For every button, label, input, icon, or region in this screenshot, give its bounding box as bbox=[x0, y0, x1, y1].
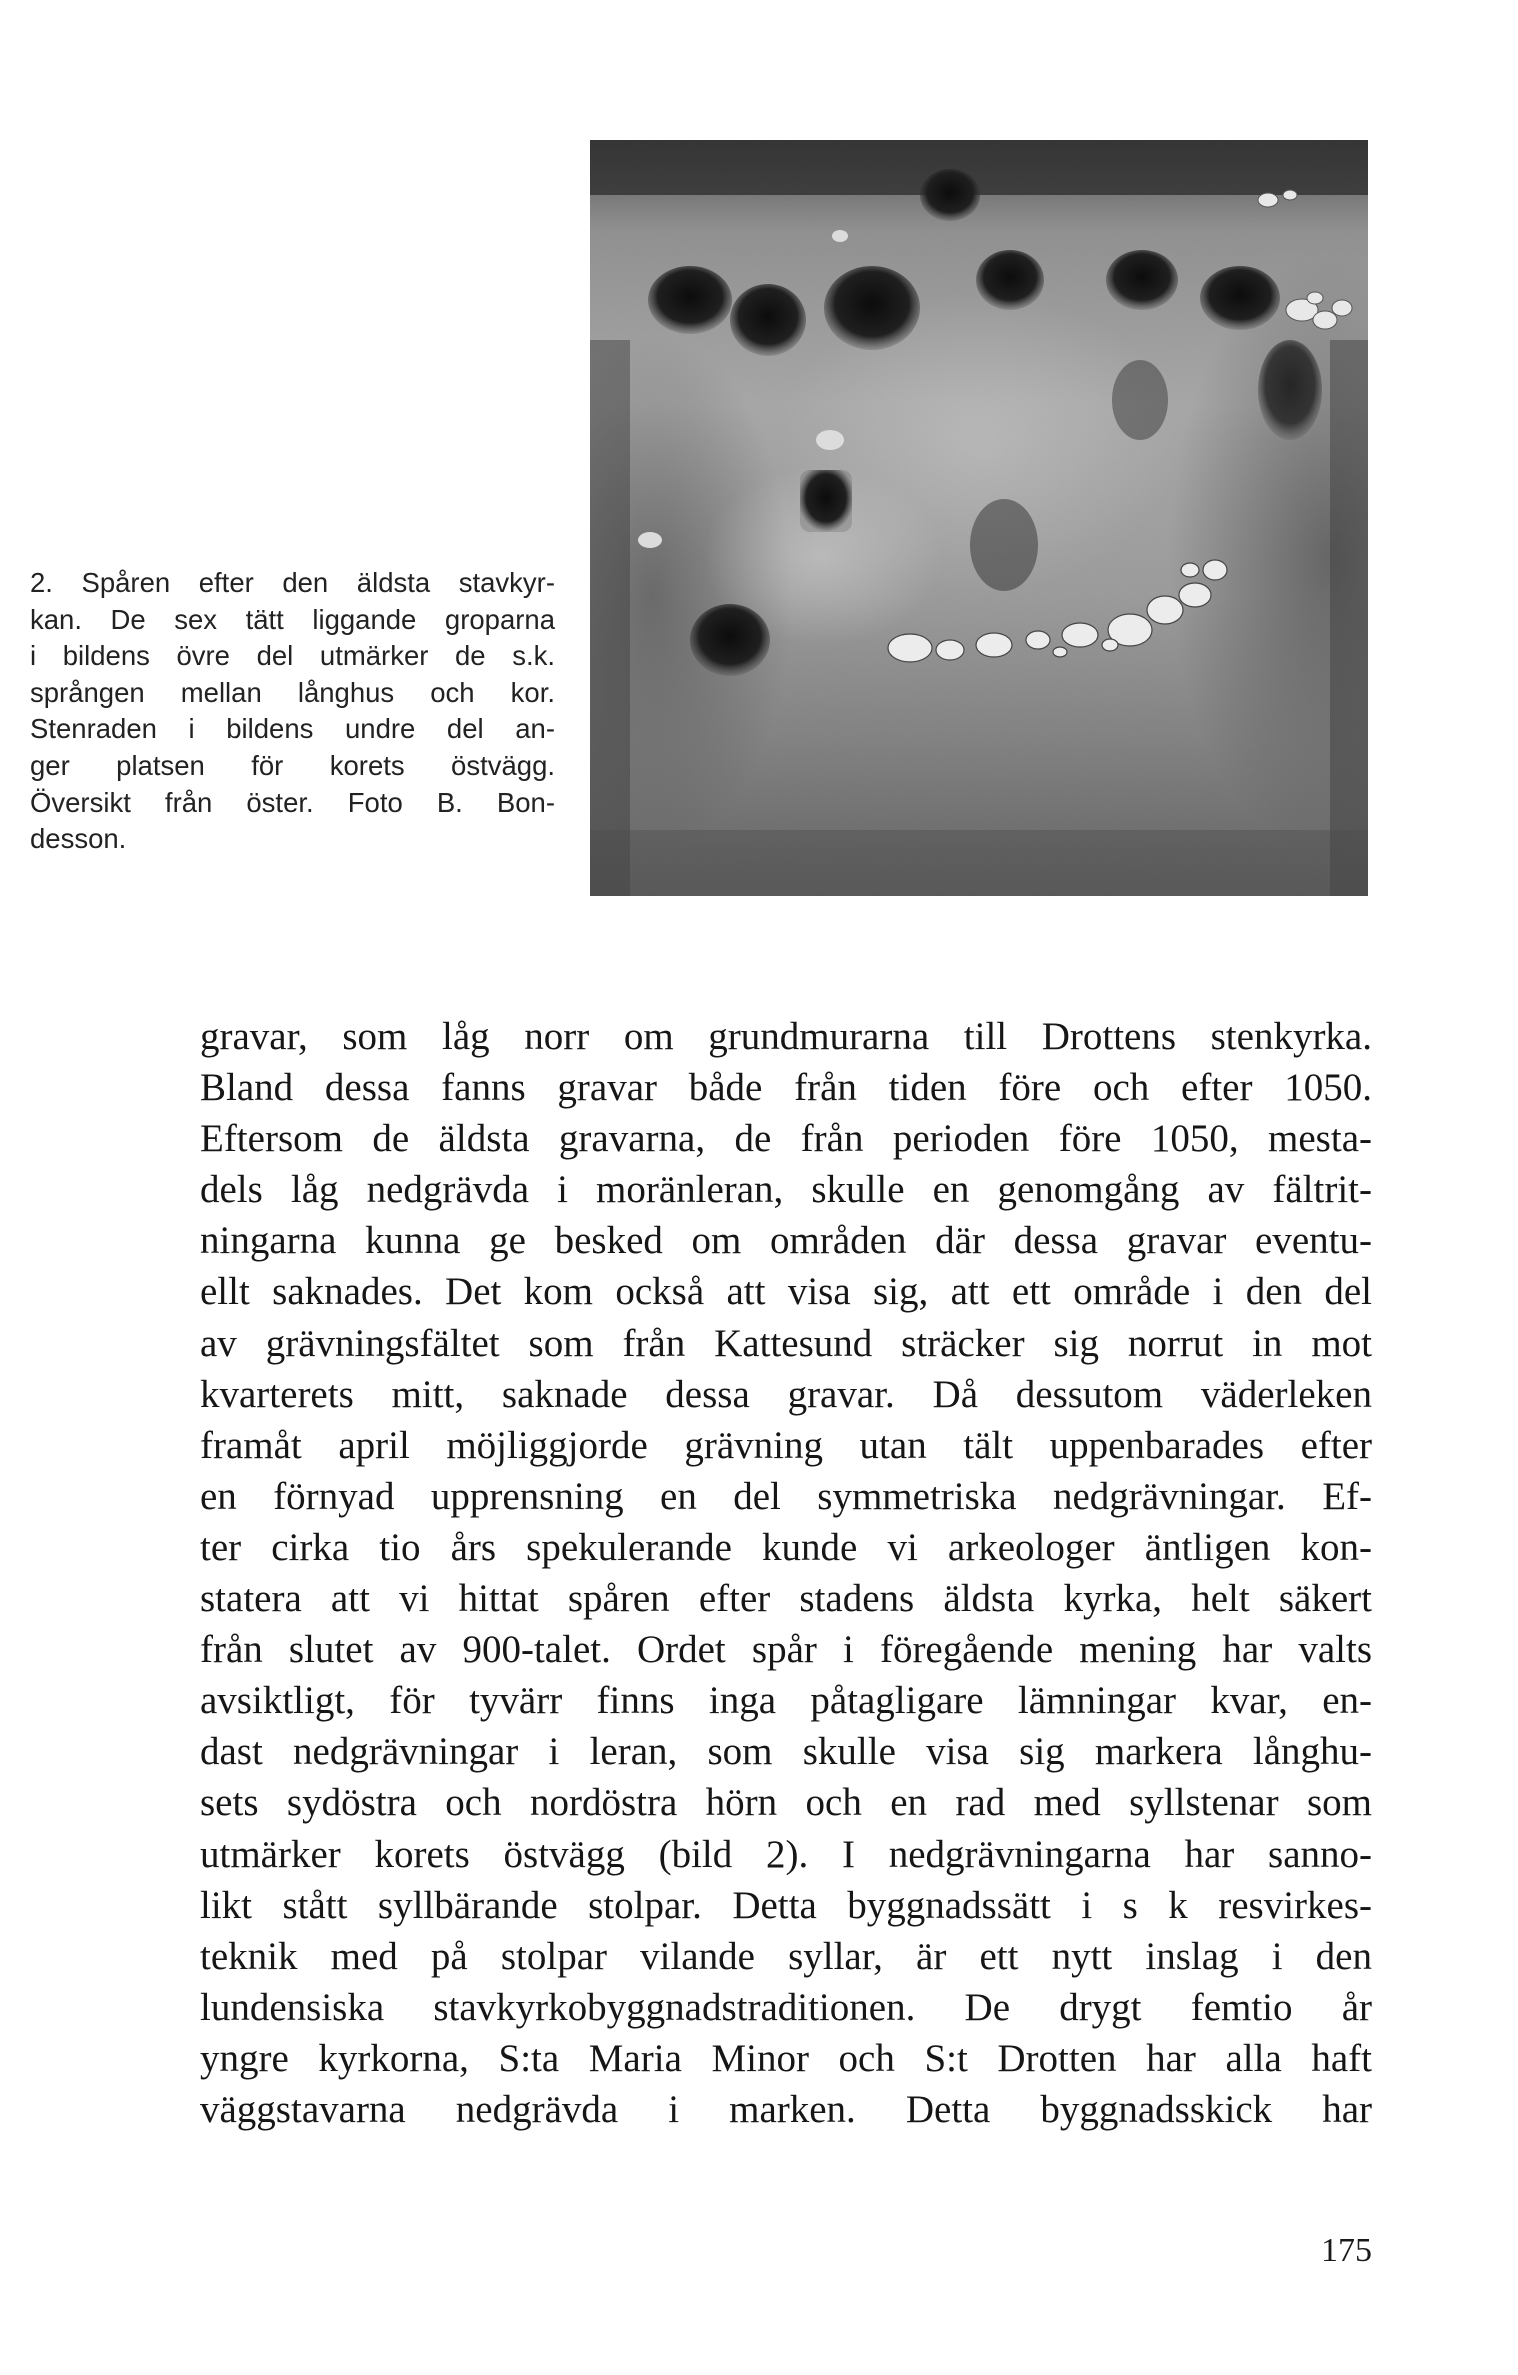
body-line: väggstavarna nedgrävda i marken. Detta byggnadsskick har bbox=[200, 2087, 1372, 2131]
body-line: avsiktligt, för tyvärr finns inga påtagligare lämningar kvar, en- bbox=[200, 1679, 1372, 1723]
body-line: av grävningsfältet som från Kattesund sträcker sig norrut in mot bbox=[200, 1321, 1372, 1365]
body-line: ter cirka tio års spekulerande kunde vi arkeologer äntligen kon- bbox=[200, 1525, 1372, 1569]
body-line: lundensiska stavkyrkobyggnadstraditionen. De drygt femtio år bbox=[200, 1985, 1372, 2029]
body-line: gravar, som låg norr om grundmurarna till Drottens stenkyrka. bbox=[200, 1015, 1372, 1058]
page-number: 175 bbox=[1321, 2232, 1372, 2269]
body-line: sets sydöstra och nordöstra hörn och en rad med syllstenar som bbox=[200, 1781, 1372, 1825]
excavation-photo bbox=[590, 140, 1368, 896]
caption-line: 2. Spåren efter den äldsta stavkyr- bbox=[30, 567, 555, 598]
body-line: dels låg nedgrävda i moränleran, skulle en genomgång av fältrit- bbox=[200, 1168, 1372, 1212]
body-line: en förnyad upprensning en del symmetriska nedgrävningar. Ef- bbox=[200, 1474, 1372, 1518]
caption-line: i bildens övre del utmärker de s.k. bbox=[30, 640, 555, 672]
figure-caption bbox=[30, 565, 555, 858]
excavation-photo-graphic bbox=[590, 140, 1368, 896]
body-line: statera att vi hittat spåren efter stadens äldsta kyrka, helt säkert bbox=[200, 1577, 1372, 1621]
body-line: kvarterets mitt, saknade dessa gravar. Då dessutom väderleken bbox=[200, 1372, 1372, 1416]
caption-line: kan. De sex tätt liggande groparna bbox=[30, 603, 555, 635]
caption-line: Stenraden i bildens undre del an- bbox=[30, 713, 555, 745]
caption-line: Översikt från öster. Foto B. Bon- bbox=[30, 786, 555, 818]
body-text bbox=[200, 1011, 1372, 2135]
body-line: ellt saknades. Det kom också att visa sig, att ett område i den del bbox=[200, 1270, 1372, 1314]
caption-line: desson. bbox=[30, 823, 127, 855]
body-line: Eftersom de äldsta gravarna, de från perioden före 1050, mesta- bbox=[200, 1117, 1372, 1161]
body-line: framåt april möjliggjorde grävning utan tält uppenbarades efter bbox=[200, 1423, 1372, 1467]
body-line: teknik med på stolpar vilande syllar, är ett nytt inslag i den bbox=[200, 1934, 1372, 1978]
body-line: dast nedgrävningar i leran, som skulle visa sig markera långhu- bbox=[200, 1730, 1372, 1774]
body-line: från slutet av 900-talet. Ordet spår i föregående mening har valts bbox=[200, 1628, 1372, 1672]
body-line: yngre kyrkorna, S:ta Maria Minor och S:t Drotten har alla haft bbox=[200, 2036, 1372, 2080]
body-line: Bland dessa fanns gravar både från tiden före och efter 1050. bbox=[200, 1066, 1372, 1110]
caption-line: sprången mellan långhus och kor. bbox=[30, 676, 555, 708]
caption-line: ger platsen för korets östvägg. bbox=[30, 749, 555, 781]
body-line: utmärker korets östvägg (bild 2). I nedgrävningarna har sanno- bbox=[200, 1832, 1372, 1876]
body-line: likt stått syllbärande stolpar. Detta byggnadssätt i s k resvirkes- bbox=[200, 1883, 1372, 1927]
body-line: ningarna kunna ge besked om områden där dessa gravar eventu- bbox=[200, 1219, 1372, 1263]
